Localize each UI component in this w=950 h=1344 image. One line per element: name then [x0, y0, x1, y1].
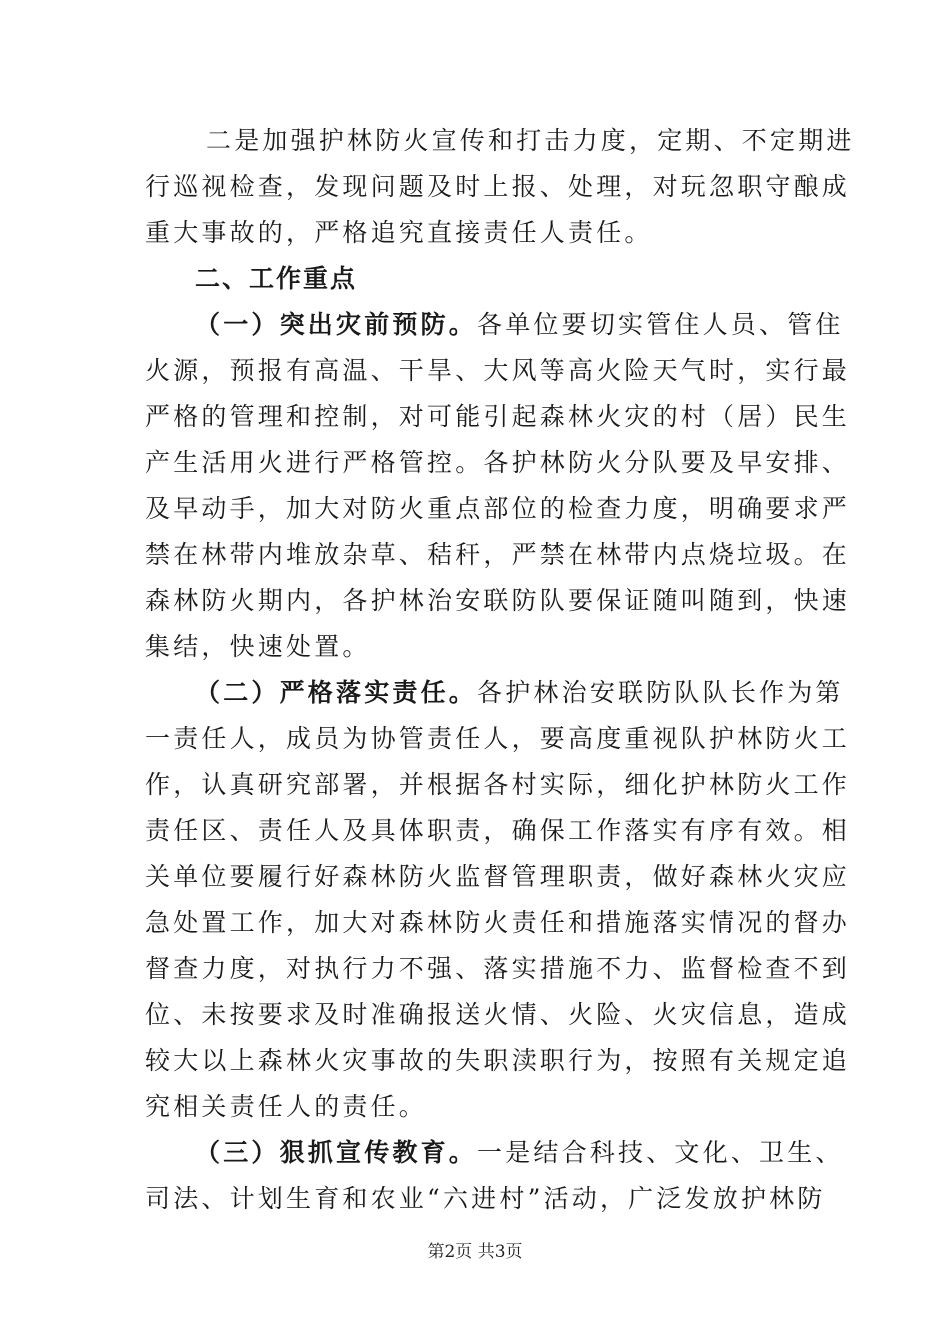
paragraph-line: 行巡视检查，发现问题及时上报、处理，对玩忽职守酿成 — [145, 172, 851, 201]
paragraph-line — [195, 1130, 844, 1176]
paragraph-line: 司法、计划生育和农业“六进村”活动，广泛发放护林防 — [145, 1184, 826, 1213]
page-number-footer: 第2页 共3页 — [427, 1242, 523, 1262]
paragraph-lead: （一）突出灾前预防。 — [195, 310, 478, 339]
paragraph-line: 产生活用火进行严格管控。各护林防火分队要及早安排、 — [145, 448, 851, 477]
paragraph-line: 火源，预报有高温、干旱、大风等高火险天气时，实行最 — [145, 356, 851, 385]
paragraph-line: 森林防火期内，各护林治安联防队要保证随叫随到，快速 — [145, 586, 851, 615]
paragraph-lead: （三）狠抓宣传教育。 — [195, 1138, 478, 1167]
paragraph-text: 各单位要切实管住人员、管住 — [477, 310, 844, 339]
paragraph-line: 督查力度，对执行力不强、落实措施不力、监督检查不到 — [145, 954, 851, 983]
paragraph-line: 集结，快速处置。 — [145, 632, 371, 661]
paragraph-line: 及早动手，加大对防火重点部位的检查力度，明确要求严 — [145, 494, 851, 523]
paragraph-line: 较大以上森林火灾事故的失职渎职行为，按照有关规定追 — [145, 1046, 851, 1075]
paragraph-line: 严格的管理和控制，对可能引起森林火灾的村（居）民生 — [145, 402, 851, 431]
paragraph-line: 禁在林带内堆放杂草、秸秆，严禁在林带内点烧垃圾。在 — [145, 540, 851, 569]
paragraph-line: 急处置工作，加大对森林防火责任和措施落实情况的督办 — [145, 908, 851, 937]
paragraph-lead: （二）严格落实责任。 — [195, 678, 478, 707]
section-heading: 二、工作重点 — [195, 264, 358, 293]
paragraph-line: 作，认真研究部署，并根据各村实际，细化护林防火工作 — [145, 770, 851, 799]
paragraph-line: 究相关责任人的责任。 — [145, 1092, 428, 1121]
paragraph-text: 各护林治安联防队队长作为第 — [477, 678, 844, 707]
paragraph-line — [195, 302, 844, 348]
paragraph-line: 位、未按要求及时准确报送火情、火险、火灾信息，造成 — [145, 1000, 851, 1029]
paragraph-line — [195, 670, 844, 716]
paragraph-line: 一责任人，成员为协管责任人，要高度重视队护林防火工 — [145, 724, 851, 753]
paragraph-line: 二是加强护林防火宣传和打击力度，定期、不定期进 — [206, 126, 855, 155]
paragraph-text: 一是结合科技、文化、卫生、 — [477, 1138, 844, 1167]
paragraph-line: 责任区、责任人及具体职责，确保工作落实有序有效。相 — [145, 816, 851, 845]
paragraph-line: 重大事故的，严格追究直接责任人责任。 — [145, 218, 653, 247]
paragraph-line: 关单位要履行好森林防火监督管理职责，做好森林火灾应 — [145, 862, 851, 891]
